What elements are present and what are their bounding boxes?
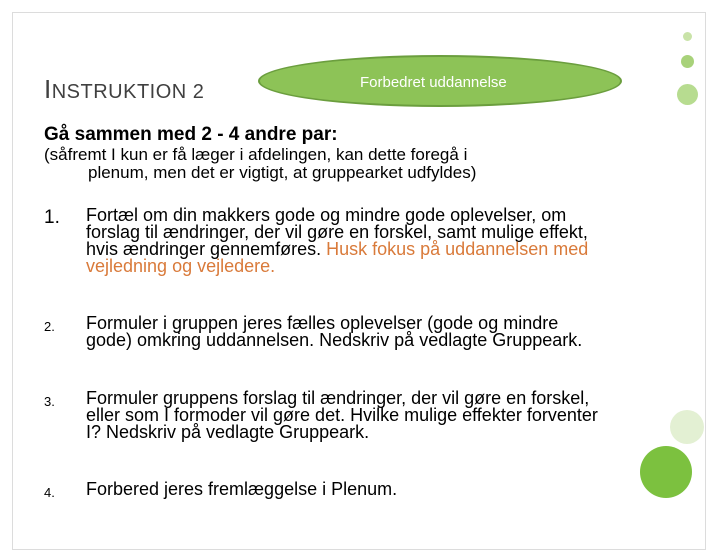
list-item-text: Formuler gruppens forslag til ændringer, der vil gøre en forskel, eller som I formoder vil gøre det. Hvilke mulige effekter forventer I? Nedskriv på vedlagte Gruppeark. [86,388,598,442]
list-item-body: Fortæl om din makkers gode og mindre gode oplevelser, om forslag til ændringer, der vil gøre en forskel, samt mulige effekt, hvis ændringer gennemføres. [86,205,588,259]
decorative-dot [681,55,694,68]
decorative-dot [677,84,698,105]
slide-title-initial: I [44,74,52,104]
decorative-dot [683,32,692,41]
intro-note-line1: (såfremt I kun er få læger i afdelingen, kan dette foregå i [44,145,468,164]
intro-note-line2: plenum, men det er vigtigt, at gruppearket udfyldes) [88,163,477,182]
list-item-number: 1. [44,207,60,228]
list-item-text [86,207,606,275]
list-item-number: 2. [44,319,55,334]
list-item-text: Forbered jeres fremlæggelse i Plenum. [86,479,398,499]
list-item-number: 3. [44,394,55,409]
decorative-dot [670,410,704,444]
list-item-highlight: Husk fokus på uddannelsen med vejledning og vejledere. [86,239,589,276]
intro-note [44,146,604,182]
badge-label: Forbedret uddannelse [360,74,507,91]
slide-title [44,74,204,105]
list-item-number: 4. [44,485,55,500]
list-item-text: Formuler i gruppen jeres fælles oplevelser (gode og mindre gode) omkring uddannelsen. Nedskriv på vedlagte Gruppeark. [86,313,583,350]
decorative-dot [640,446,692,498]
intro-heading: Gå sammen med 2 - 4 andre par: [44,124,338,145]
slide-title-rest: NSTRUKTION 2 [51,81,205,103]
